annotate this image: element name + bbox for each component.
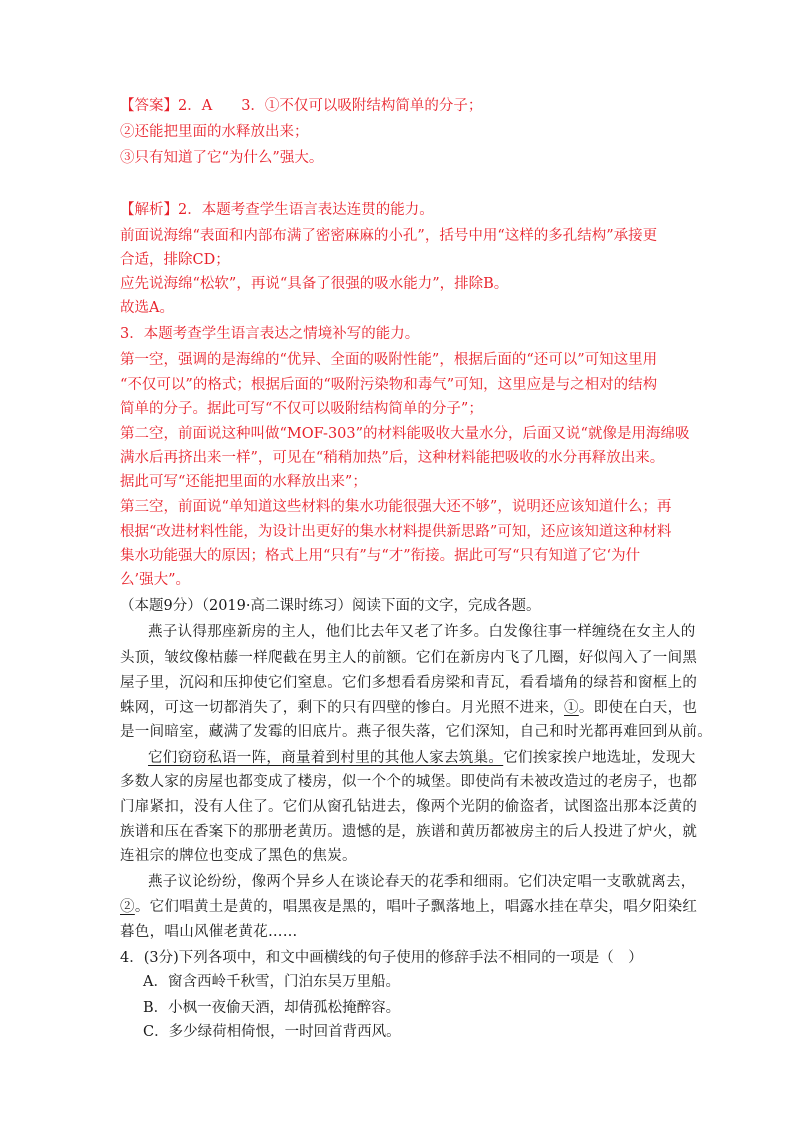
passage-p2-line-1-tail: 它们挨家挨户地选址，发现大 [503, 750, 696, 766]
blank-2: ② [120, 899, 135, 915]
analysis-line-7: 第一空，强调的是海绵的“优异、全面的吸附性能”，根据后面的“还可以”可知这里用 [120, 352, 658, 368]
analysis-line-16: 么’强大”。 [120, 572, 191, 588]
passage-p3-line-1: 燕子议论纷纷，像两个异乡人在谈论春天的花季和细雨。它们决定唱一支歌就离去， [148, 874, 696, 890]
passage-p2-line-1 [148, 748, 696, 768]
analysis-line-13: 第三空，前面说“单知道这些材料的集水功能很强大还不够”，说明还应该知道什么；再 [120, 499, 672, 515]
passage-p3-line-3: 暮色，唱山风催老黄花…… [120, 924, 298, 940]
analysis-line-4: 应先说海绵“松软”，再说“具备了很强的吸水能力”，排除B。 [120, 276, 509, 292]
passage-p3-line-2 [120, 897, 697, 917]
analysis-line-9: 简单的分子。据此可写“不仅可以吸附结构简单的分子”； [120, 401, 483, 417]
passage-p3-line-2-text: 。它们唱黄土是黄的，唱黑夜是黑的，唱叶子飘落地上，唱露水挂在草尖，唱夕阳染红 [134, 899, 698, 915]
analysis-line-14: 根据“改进材料性能，为设计出更好的集水材料提供新思路”可知，还应该知道这种材料 [120, 524, 672, 540]
analysis-line-2: 前面说海绵“表面和内部布满了密密麻麻的小孔”，括号中用“这样的多孔结构”承接更 [120, 228, 658, 244]
analysis-line-11: 满水后再挤出来一样”，可见在“稍稍加热”后，这种材料能把吸收的水分再释放出来。 [120, 450, 665, 466]
answer-line-2: ②还能把里面的水释放出来； [120, 124, 309, 140]
passage-p1-line-4-text: 蛛网，可这一切都消失了，剩下的只有四壁的惨白。月光照不进来， [120, 700, 564, 716]
passage-p1-line-1: 燕子认得那座新房的主人，他们比去年又老了许多。白发像往事一样缠绕在女主人的 [148, 624, 696, 640]
answer-line-3: ③只有知道了它“为什么”强大。 [120, 150, 324, 166]
passage-p1-line-4-tail: 。即使在白天，也 [578, 700, 698, 716]
answer-line-1: 【答案】2．A 3．①不仅可以吸附结构简单的分子； [120, 98, 483, 114]
analysis-line-1: 【解析】2．本题考查学生语言表达连贯的能力。 [120, 202, 434, 218]
analysis-line-6: 3．本题考查学生语言表达之情境补写的能力。 [120, 326, 420, 342]
analysis-line-8: “不仅可以”的格式；根据后面的“吸附污染物和毒气”可知，这里应是与之相对的结构 [120, 377, 658, 393]
analysis-line-10: 第二空，前面说这种叫做“MOF-303”的材料能吸收大量水分，后面又说“就像是用海绵吸 [120, 426, 690, 442]
question-4-stem: 4．(3分)下列各项中，和文中画横线的句子使用的修辞手法不相同的一项是（ ） [120, 950, 643, 966]
blank-1: ① [564, 700, 579, 716]
passage-p1-line-3: 屋子里，沉闷和压抑使它们窒息。它们多想看看房梁和青瓦，看看墙角的绿苔和窗框上的 [120, 675, 698, 691]
passage-p2-line-3: 门扉紧扣，没有人住了。它们从窗孔钻进去，像两个光阴的偷盗者，试图盗出那本泛黄的 [120, 799, 698, 815]
question-header: （本题9分）（2019·高二课时练习）阅读下面的文字，完成各题。 [120, 598, 541, 614]
analysis-line-5: 故选A。 [120, 300, 174, 316]
analysis-line-12: 据此可写“还能把里面的水释放出来”； [120, 474, 367, 490]
passage-p1-line-2: 头顶，皱纹像枯藤一样爬截在男主人的前额。它们在新房内飞了几圈，好似闯入了一间黑 [120, 650, 698, 666]
passage-p1-line-4 [120, 698, 697, 718]
question-4-option-b: B．小枫一夜偷天酒，却倩孤松掩醉容。 [143, 1000, 401, 1016]
question-4-option-a: A．窗含西岭千秋雪，门泊东吴万里船。 [143, 974, 400, 990]
underlined-sentence: 它们窃窃私语一阵，商量着到村里的其他人家去筑巢。 [148, 750, 504, 766]
passage-p1-line-5: 是一间暗室，藏满了发霉的旧底片。燕子很失落，它们深知，自己和时光都再难回到从前。 [120, 724, 712, 740]
passage-p2-line-5: 连祖宗的牌位也变成了黑色的焦炭。 [120, 848, 357, 864]
analysis-line-3: 合适，排除CD； [120, 252, 230, 268]
passage-p2-line-4: 族谱和压在香案下的那册老黄历。遗憾的是，族谱和黄历都被房主的后人投进了炉火，就 [120, 824, 698, 840]
question-4-option-c: C．多少绿荷相倚恨，一时回首背西风。 [143, 1024, 401, 1040]
analysis-line-15: 集水功能强大的原因；格式上用“只有”与“才”衔接。据此可写“只有知道了它‘为什 [120, 548, 641, 564]
passage-p2-line-2: 多数人家的房屋也都变成了楼房，似一个个的城堡。即使尚有未被改造过的老房子，也都 [120, 774, 698, 790]
